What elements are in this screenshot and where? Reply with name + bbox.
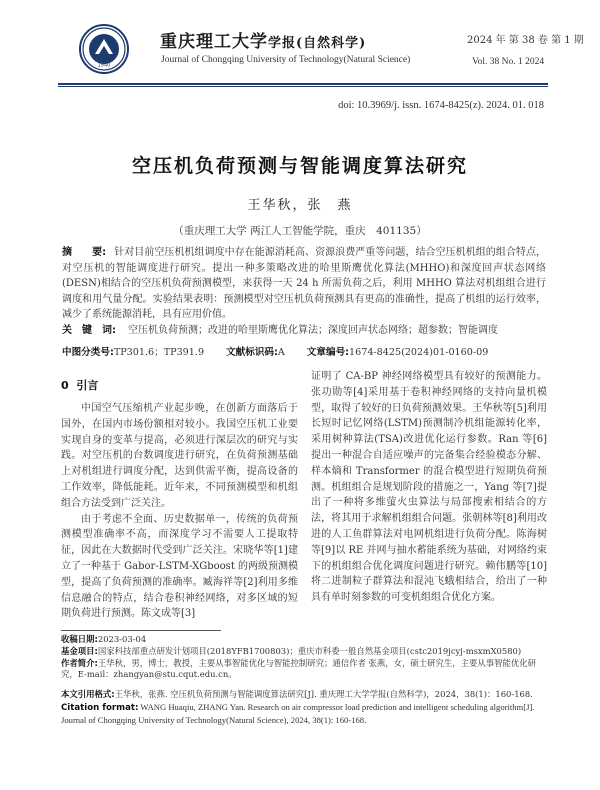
citation-en: Citation format: WANG Huaqiu, ZHANG Yan. Research on air compressor load prediction and intelligent scheduling algorithm[J]. Journal of Chongqing University of Technology(Natural Science), 2024, 38(1): 160-168. — [61, 702, 535, 725]
journal-title-en: Journal of Chongqing University of Technology(Natural Science) — [161, 55, 411, 65]
doi: doi: 10.3969/j. issn. 1674-8425(z). 2024. 01. 018 — [338, 100, 544, 111]
svg-text:1940: 1940 — [97, 62, 111, 69]
body-paragraph: 中国空气压缩机产业起步晚，在创新方面落后于国外，在国内市场份额相对较小。我国空压机工业要实现自身的变革与提高，必须进行深层次的研究与实践。对空压机的台数调度进行研究，在负荷预测基础上对机组进行调度分配，达到供需平衡，提高设备的工作效率，降低能耗。近年来，不同预测模型和机组组合方法受到广泛关注。 — [61, 403, 298, 509]
header-rule-thin — [58, 86, 548, 87]
body-column-left — [61, 401, 298, 622]
footnote-author: 作者简介:王华秋，男，博士，教授，主要从事智能优化与智能控制研究；通信作者 张燕，女，硕士研究生，主要从事智能优化研究，E-mail：zhangyan@stu.cqut.edu.cn。 — [61, 658, 537, 680]
abstract-text: 针对目前空压机机组调度中存在能源消耗高、资源浪费严重等问题，结合空压机机组的组合特点，对空压机的智能调度进行研究。提出一种多策略改进的哈里斯鹰优化算法(MHHO)和深度回声状态网络(DESN)相结合的空压机负荷预测模型，来获得一天 24 h 所需负荷之后，利用 MHHO 算法对机组组合进行调度和用气量分配。实验结果表明：预测模型对空压机负荷预测具有更高的准确性，提高了机组的运行效率，减少了系统能源消耗，具有应用价值。 — [62, 247, 547, 321]
abstract-label: 摘 要: — [62, 247, 107, 258]
authors: 王华秋，张 燕 — [247, 198, 353, 213]
section-heading: 0 引言 — [61, 379, 99, 392]
header-rule — [58, 83, 548, 85]
citation-cn: 本文引用格式:王华秋，张燕. 空压机负荷预测与智能调度算法研究[J]. 重庆理工大学学报(自然科学)，2024，38(1)：160-168. — [61, 689, 533, 699]
keywords-label: 关 键 词: — [62, 325, 116, 336]
body-paragraph: 证明了 CA-BP 神经网络模型具有较好的预测能力。张功勋等[4]采用基于卷积神经网络的支持向量机模型，取得了较好的日负荷预测效果。王华秋等[5]利用长短时记忆网络(LSTM)预测制冷机组能源转化率，采用树种算法(TSA)改进优化运行参数。Ran 等[6]提出一种混合自适应噪声的完备集合经验模态分解、样本熵和 Transformer 的混合模型进行短期负荷预测。机组组合是规划阶段的措施之一，Yang 等[7]提出了一种将多维萤火虫算法与局部搜索相结合的方法，将其用于求解机组组合问题。张朝林等[8]利用改进的人工鱼群算法对电网机组进行负荷分配。陈海树等[9]以 RE 并网与抽水蓄能系统为基础，对网络约束下的机组组合优化调度问题进行研究。赖伟鹏等[10]将二进制粒子群算法和混沌飞蛾相结合，给出了一种具有单时刻参数的可变机组组合优化方案。 — [311, 371, 547, 604]
keywords — [62, 324, 546, 338]
journal-title-cn: 重庆理工大学学报(自然科学) — [160, 32, 367, 52]
volume-info-en: Vol. 38 No. 1 2024 — [472, 57, 545, 67]
footnote-rule — [61, 630, 221, 631]
affiliation: （重庆理工大学 两江人工智能学院，重庆 401135） — [173, 225, 427, 237]
body-column-right — [311, 369, 547, 606]
abstract — [62, 245, 546, 323]
article-title: 空压机负荷预测与智能调度算法研究 — [131, 155, 468, 177]
journal-logo — [79, 24, 129, 74]
keywords-text: 空压机负荷预测；改进的哈里斯鹰优化算法；深度回声状态网络；超参数；智能调度 — [128, 325, 498, 336]
volume-info-cn: 2024 年 第 38 卷 第 1 期 — [467, 35, 584, 46]
footnote-received: 收稿日期:2023-03-04 — [61, 634, 147, 644]
footnote-fund: 基金项目:国家科技部重点研发计划项目(2018YFB1700803)；重庆市科委一般自然基金项目(cstc2019jcyj-msxmX0580) — [61, 646, 522, 656]
body-paragraph: 由于考虑不全面、历史数据单一，传统的负荷预测模型准确率不高，而深度学习不需要人工提取特征，因此在大数据时代受到广泛关注。宋晓华等[1]建立了一种基于 Gabor-LSTM-XGboost 的两级预测模型，提高了负荷预测的准确率。臧海祥等[2]利用多维信息融合的特点，结合卷积神经网络，对多区域的短期负荷进行预测。陈文成等[3] — [61, 513, 299, 620]
classification-line: 中图分类号:TP301.6；TP391.9 文献标识码:A 文章编号:1674-8425(2024)01-0160-09 — [62, 347, 489, 358]
